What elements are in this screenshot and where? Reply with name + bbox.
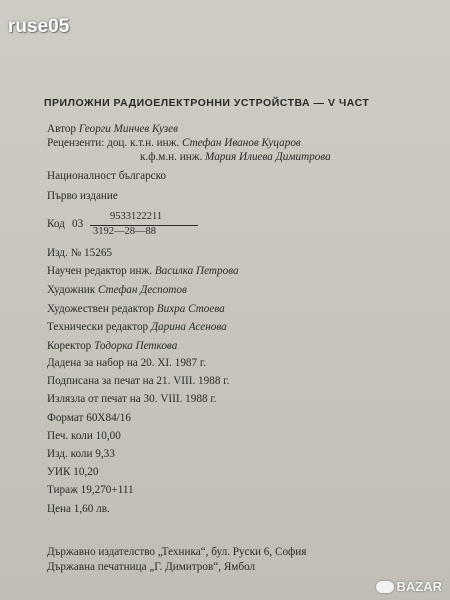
credit-line [47,340,177,352]
print-data-line: Изд. коли 9,33 [47,448,115,460]
credit-role: Научен редактор инж. [47,265,153,277]
credit-line [47,284,187,296]
print-data-line: УИК 10,20 [47,466,99,479]
credit-line [47,321,227,333]
code-bottom: 3192—28—88 [93,226,156,237]
author-label: Автор [47,123,77,135]
credit-name: Дарина Асенова [150,321,227,334]
credit-name: Тодорка Петкова [94,340,178,353]
print-data-line: Подписана за печат на 21. VIII. 1988 г. [47,375,230,388]
credit-line [47,303,225,315]
bazar-logo-text: BAZAR [396,579,442,594]
book-title: ПРИЛОЖНИ РАДИОЕЛЕКТРОННИ УСТРОЙСТВА — V ЧАСТ [44,97,370,109]
credit-line [47,265,239,277]
credit-role: Технически редактор [47,321,149,334]
reviewer-line-2 [140,151,331,163]
watermark-logo: ruse05 [8,16,70,37]
credit-role: Художествен редактор [47,302,154,315]
author-line [47,123,178,135]
print-data-line: Дадена за набор на 20. XI. 1987 г. [47,357,207,369]
credit-name: Василка Петрова [154,265,239,277]
credit-role: Художник [47,283,96,296]
reviewer2-name: Мария Илиева Димитрова [205,151,331,163]
publisher-line: Държавно издателство „Техника“, бул. Руски 6, София [47,546,307,558]
code-number: 03 [72,218,84,230]
credit-name: Стефан Деспотов [97,283,187,296]
print-data-line: Печ. коли 10,00 [47,429,121,442]
reviewer1-title: доц. к.т.н. инж. [107,137,180,149]
code-top: 9533122211 [110,211,163,222]
nationality: Националност българско [47,170,167,182]
printer-line: Държавна печатница „Г. Димитров“, Ямбол [47,561,256,573]
code-label: Код [47,218,65,230]
print-data-line: Излязла от печат на 30. VIII. 1988 г. [47,393,217,406]
print-data-line: Цена 1,60 лв. [47,502,110,515]
publication-number: Изд. № 15265 [47,247,113,259]
credit-name: Вихра Стоева [156,302,225,315]
bazar-logo [376,579,443,594]
reviewer-line-1 [47,137,301,149]
reviewers-label: Рецензенти: [47,137,105,149]
print-data-line: Тираж 19,270+111 [47,484,134,497]
reviewer2-title: к.ф.м.н. инж. [140,151,203,163]
reviewer1-name: Стефан Иванов Куцаров [181,137,301,149]
author-name: Георги Минчев Кузев [78,123,178,135]
edition: Първо издание [47,190,118,202]
credit-role: Коректор [47,340,92,353]
print-data-line: Формат 60Х84/16 [47,411,131,424]
cloud-icon [376,581,394,593]
